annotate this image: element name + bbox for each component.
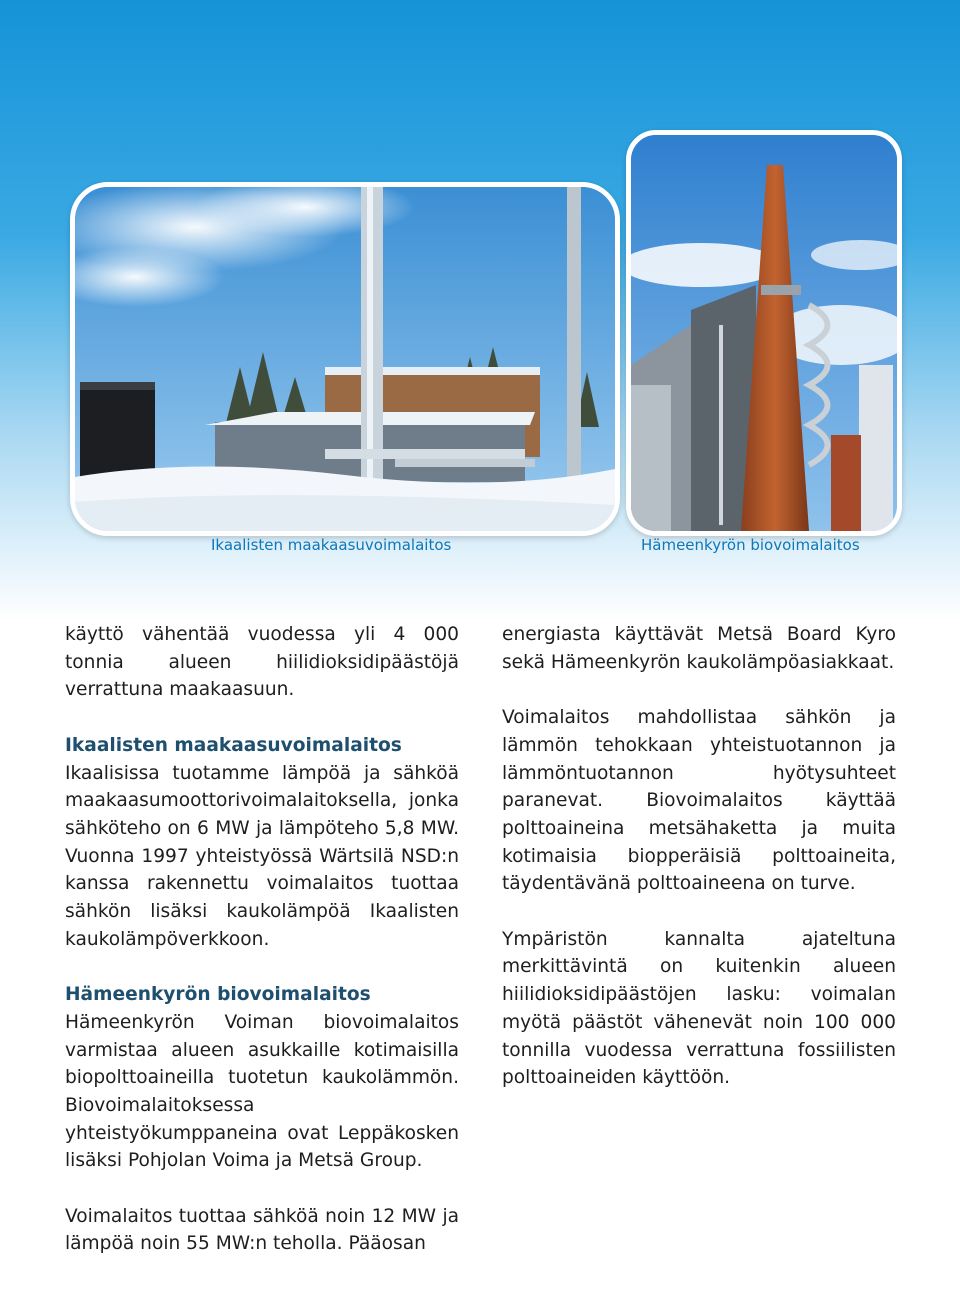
left-paragraph-4: Voimalaitos tuottaa sähköä noin 12 MW ja lämpöä noin 55 MW:n teholla. Pääosan (65, 1205, 459, 1255)
right-text-column (502, 621, 896, 1092)
left-text-column (65, 621, 459, 1258)
left-paragraph-2: Ikaalisissa tuotamme lämpöä ja sähköä maakaasumoottorivoimalaitoksella, jonka sähköteho on 6 MW ja lämpöteho 5,8 MW. Vuonna 1997 yhteistyössä Wärtsilä NSD:n kanssa rakennettu voimalaitos tuottaa sähkön lisäksi kaukolämpöä Ikaalisten kaukolämpöverkkoon. (65, 762, 459, 950)
heading-ikaalinen: Ikaalisten maakaasuvoimalaitos (65, 734, 402, 756)
right-photo-caption: Hämeenkyrön biovoimalaitos (641, 536, 860, 554)
right-paragraph-3: Ympäristön kannalta ajateltuna merkittävintä on kuitenkin alueen hiilidioksidipäästöjen lasku: voimalan myötä päästöt vähenevät noin 100 000 tonnilla vuodessa verrattuna fossiilisten polttoaineiden käyttöön. (502, 928, 896, 1089)
left-paragraph-1: käyttö vähentää vuodessa yli 4 000 tonnia alueen hiilidioksidipäästöjä verrattuna maakaasuun. (65, 624, 459, 701)
heading-hameenkyro: Hämeenkyrön biovoimalaitos (65, 984, 371, 1006)
left-paragraph-3: Hämeenkyrön Voiman biovoimalaitos varmistaa alueen asukkaille kotimaisilla biopolttoaineilla tuotetun kaukolämmön. Biovoimalaitoksessa yhteistyökumppaneina ovat Leppäkosken lisäksi Pohjolan Voima ja Metsä Group. (65, 1011, 459, 1172)
right-paragraph-1: energiasta käyttävät Metsä Board Kyro sekä Hämeenkyrön kaukolämpöasiakkaat. (502, 624, 896, 673)
left-photo-caption: Ikaalisten maakaasuvoimalaitos (211, 536, 452, 554)
hameenkyro-plant-photo (626, 130, 902, 536)
right-paragraph-2: Voimalaitos mahdollistaa sähkön ja lämmön tehokkaan yhteistuotannon ja lämmöntuotannon hyötysuhteet paranevat. Biovoimalaitos käyttää polttoaineina metsähaketta ja muita kotimaisia biopperäisiä polttoaineita, täydentävänä polttoaineena on turve. (502, 707, 896, 895)
ikaalinen-plant-photo (70, 182, 620, 536)
